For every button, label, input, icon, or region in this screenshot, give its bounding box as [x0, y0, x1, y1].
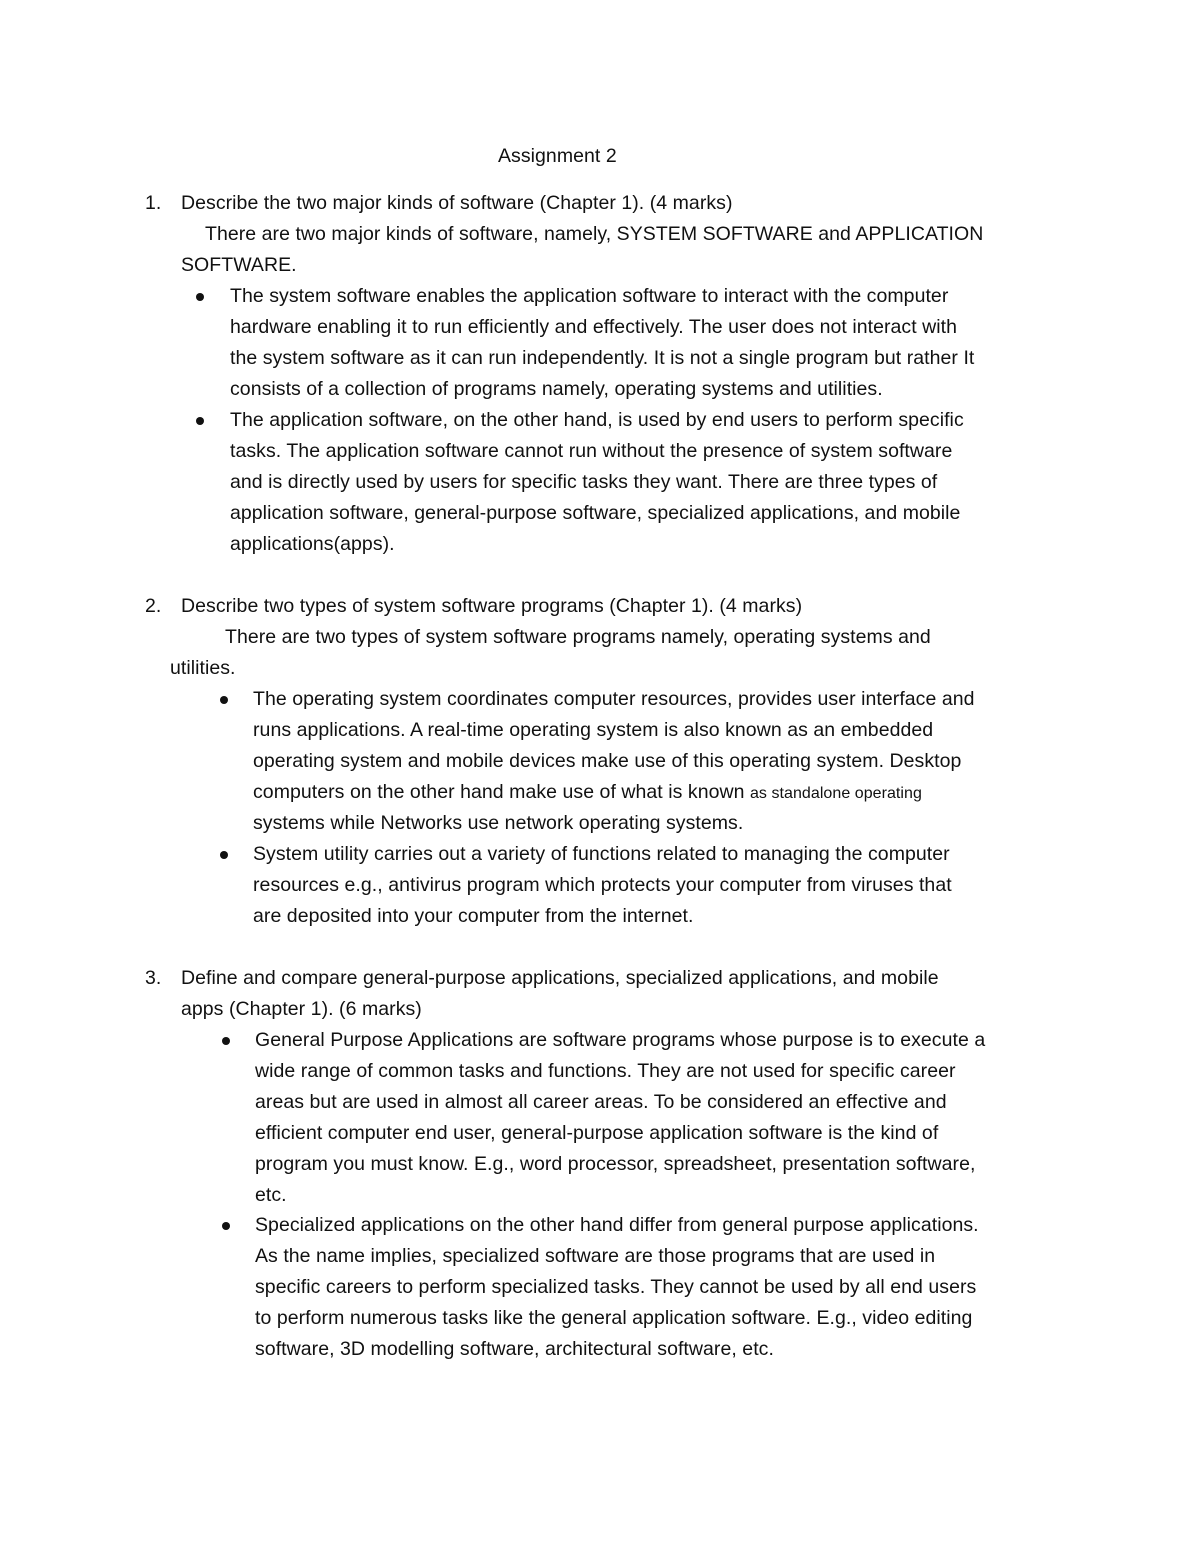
q2-bullet1-line: runs applications. A real-time operating system is also known as an embedded [253, 719, 934, 741]
q3-bullet2-line: software, 3D modelling software, architectural software, etc. [255, 1338, 774, 1360]
bullet-icon [220, 696, 228, 704]
q2-bullet1-line: The operating system coordinates computer resources, provides user interface and [253, 688, 975, 710]
q2-intro-line: utilities. [170, 657, 236, 679]
q1-bullet1-line: The system software enables the application software to interact with the computer [230, 285, 949, 307]
q2-bullet2-line: are deposited into your computer from the internet. [253, 905, 694, 927]
q3-question-line: Define and compare general-purpose applications, specialized applications, and mobile [181, 967, 939, 989]
q1-bullet1-line: the system software as it can run independently. It is not a single program but rather It [230, 347, 975, 369]
q1-bullet2-line: tasks. The application software cannot run without the presence of system software [230, 440, 953, 462]
bullet-icon [220, 851, 228, 859]
q3-bullet2-line: specific careers to perform specialized tasks. They cannot be used by all end users [255, 1276, 977, 1298]
q1-bullet2-line: and is directly used by users for specific tasks they want. There are three types of [230, 471, 938, 493]
bullet-icon [196, 293, 204, 301]
q1-intro-line: SOFTWARE. [181, 254, 297, 276]
q3-bullet1-line: program you must know. E.g., word processor, spreadsheet, presentation software, [255, 1153, 976, 1175]
q1-bullet1-line: consists of a collection of programs namely, operating systems and utilities. [230, 378, 883, 400]
document-title: Assignment 2 [498, 145, 617, 167]
q3-bullet1-line: General Purpose Applications are software programs whose purpose is to execute a [255, 1029, 986, 1051]
q1-question: Describe the two major kinds of software (Chapter 1). (4 marks) [181, 192, 733, 214]
q2-question: Describe two types of system software programs (Chapter 1). (4 marks) [181, 595, 803, 617]
q3-bullet2-line: As the name implies, specialized software are those programs that are used in [255, 1245, 936, 1267]
bullet-icon [222, 1037, 230, 1045]
q3-bullet1-line: etc. [255, 1184, 287, 1206]
q3-bullet1-line: areas but are used in almost all career areas. To be considered an effective and [255, 1091, 947, 1113]
q1-bullet1-line: hardware enabling it to run efficiently and effectively. The user does not interact with [230, 316, 958, 338]
q1-bullet2-line: The application software, on the other hand, is used by end users to perform specific [230, 409, 964, 431]
q2-bullet2-line: resources e.g., antivirus program which protects your computer from viruses that [253, 874, 952, 896]
q3-bullet2-line: to perform numerous tasks like the general application software. E.g., video editing [255, 1307, 973, 1329]
q1-number: 1. [145, 192, 162, 214]
q2-bullet1-line: systems while Networks use network operating systems. [253, 812, 744, 834]
q1-bullet2-line: applications(apps). [230, 533, 395, 555]
q2-bullet2-line: System utility carries out a variety of functions related to managing the computer [253, 843, 950, 865]
q1-bullet2-line: application software, general-purpose software, specialized applications, and mobile [230, 502, 961, 524]
q1-intro-line: There are two major kinds of software, namely, SYSTEM SOFTWARE and APPLICATION [205, 223, 984, 245]
bullet-icon [196, 417, 204, 425]
q3-question-line: apps (Chapter 1). (6 marks) [181, 998, 422, 1020]
q2-bullet1-line: operating system and mobile devices make use of this operating system. Desktop [253, 750, 962, 772]
q3-bullet2-line: Specialized applications on the other hand differ from general purpose applications. [255, 1214, 979, 1236]
q2-number: 2. [145, 595, 162, 617]
q2-intro-line: There are two types of system software programs namely, operating systems and [225, 626, 931, 648]
q3-bullet1-line: efficient computer end user, general-purpose application software is the kind of [255, 1122, 939, 1144]
q2-bullet1-small-text: as standalone operating [749, 785, 922, 802]
bullet-icon [222, 1222, 230, 1230]
q2-bullet1-text: computers on the other hand make use of what is known [253, 781, 745, 803]
q2-bullet1-line [253, 777, 922, 809]
q3-bullet1-line: wide range of common tasks and functions. They are not used for specific career [255, 1060, 956, 1082]
q3-number: 3. [145, 967, 162, 989]
